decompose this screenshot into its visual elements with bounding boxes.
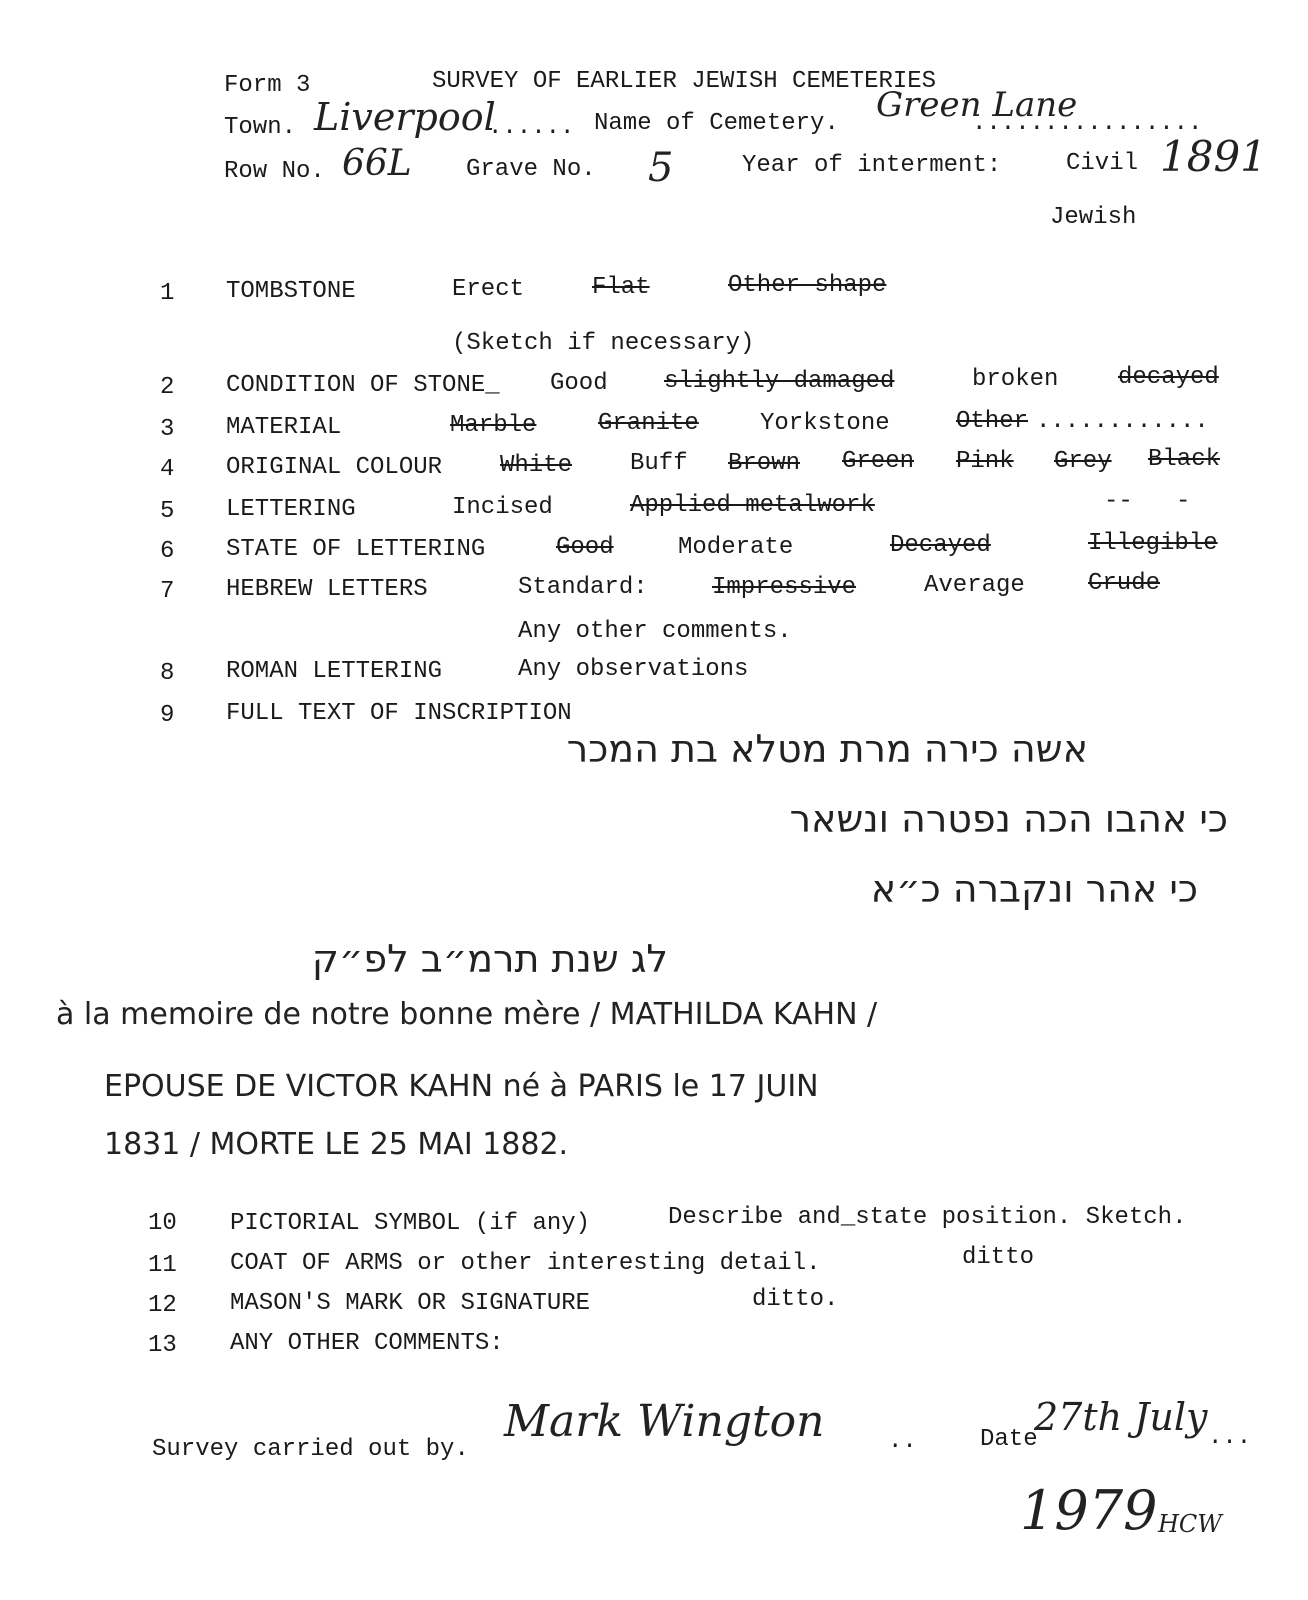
row-label: Row No.	[224, 158, 325, 185]
item-11-number: 11	[148, 1252, 177, 1279]
french-line-3: 1831 / MORTE LE 25 MAI 1882.	[104, 1127, 569, 1162]
state-decayed: Decayed	[890, 532, 991, 559]
item-9-label: FULL TEXT OF INSCRIPTION	[226, 700, 572, 727]
initials: HCW	[1158, 1510, 1222, 1538]
item-5-label: LETTERING	[226, 496, 356, 523]
hebrew-line-2: כי אהבו הכה נפטרה ונשאר	[789, 797, 1228, 841]
mason-mark-note: ditto.	[752, 1286, 839, 1313]
town-value: Liverpool	[314, 95, 496, 139]
material-dots: ............	[1036, 408, 1209, 435]
item-3-label: MATERIAL	[226, 414, 342, 441]
item-13-number: 13	[148, 1332, 177, 1359]
item-1-number: 1	[160, 280, 175, 307]
civil-label: Civil	[1066, 150, 1139, 177]
pictorial-note: Describe and_state position. Sketch.	[668, 1204, 1187, 1231]
cemetery-label: Name of Cemetery.	[594, 110, 839, 137]
town-label: Town.	[224, 114, 297, 141]
material-yorkstone: Yorkstone	[760, 410, 890, 437]
state-good: Good	[556, 534, 614, 561]
town-dots: ......	[488, 114, 575, 141]
item-8-number: 8	[160, 660, 175, 687]
lettering-applied-metalwork: Applied metalwork	[630, 492, 875, 519]
hebrew-standard-label: Standard:	[518, 574, 648, 601]
grave-value: 5	[648, 145, 674, 191]
condition-slightly-damaged: slightly damaged	[664, 368, 895, 395]
item-11-label: COAT OF ARMS or other interesting detail.	[230, 1250, 821, 1277]
item-9-number: 9	[160, 702, 175, 729]
item-7-number: 7	[160, 578, 175, 605]
colour-brown: Brown	[728, 450, 801, 477]
item-4-label: ORIGINAL COLOUR	[226, 454, 443, 481]
item-7-label: HEBREW LETTERS	[226, 576, 428, 603]
roman-observations: Any observations	[518, 656, 749, 683]
hebrew-crude: Crude	[1088, 570, 1161, 597]
colour-buff: Buff	[630, 450, 688, 477]
surveyor-dots: ..	[888, 1428, 917, 1455]
item-10-number: 10	[148, 1210, 177, 1237]
item-5-number: 5	[160, 498, 175, 525]
french-line-1: à la memoire de notre bonne mère / MATHILDA KAHN /	[56, 997, 878, 1032]
hebrew-line-1: אשה כירה מרת מטלא בת המכר	[566, 727, 1088, 771]
colour-black: Black	[1148, 446, 1221, 473]
hebrew-line-3: כי אהר ונקברה כ״א	[870, 867, 1198, 911]
row-value: 66L	[342, 143, 412, 184]
french-line-2: EPOUSE DE VICTOR KAHN né à PARIS le 17 JUIN	[104, 1069, 819, 1104]
lettering-dashes: -- -	[1104, 488, 1191, 515]
cemetery-value: Green Lane	[876, 85, 1078, 125]
form-label: Form 3	[224, 72, 311, 99]
colour-grey: Grey	[1054, 448, 1112, 475]
date-year: 1979	[1020, 1479, 1158, 1542]
item-3-number: 3	[160, 416, 175, 443]
item-2-label: CONDITION OF STONE_	[226, 372, 500, 399]
hebrew-impressive: Impressive	[712, 574, 857, 601]
colour-white: White	[500, 452, 573, 479]
coat-of-arms-note: ditto	[962, 1244, 1035, 1271]
item-2-number: 2	[160, 374, 175, 401]
item-4-number: 4	[160, 456, 175, 483]
survey-by-label: Survey carried out by.	[152, 1436, 469, 1463]
grave-label: Grave No.	[466, 156, 596, 183]
civil-year-value: 1891	[1160, 132, 1267, 181]
colour-green: Green	[842, 448, 915, 475]
item-1-label: TOMBSTONE	[226, 278, 356, 305]
lettering-incised: Incised	[452, 494, 553, 521]
year-label: Year of interment:	[742, 152, 1002, 179]
state-illegible: Illegible	[1088, 530, 1218, 557]
jewish-label: Jewish	[1050, 204, 1137, 231]
date-label: Date	[980, 1426, 1038, 1453]
state-moderate: Moderate	[678, 534, 794, 561]
form-title: SURVEY OF EARLIER JEWISH CEMETERIES	[432, 68, 937, 95]
item-10-label: PICTORIAL SYMBOL (if any)	[230, 1210, 591, 1237]
material-marble: Marble	[450, 412, 537, 439]
cemetery-dots: ................	[972, 110, 1203, 137]
item-12-label: MASON'S MARK OR SIGNATURE	[230, 1290, 591, 1317]
item-13-label: ANY OTHER COMMENTS:	[230, 1330, 504, 1357]
date-dots: ...	[1208, 1424, 1252, 1451]
tombstone-erect: Erect	[452, 276, 525, 303]
item-8-label: ROMAN LETTERING	[226, 658, 443, 685]
surveyor-signature: Mark Wington	[504, 1396, 825, 1447]
hebrew-average: Average	[924, 572, 1025, 599]
hebrew-line-4: לג שנת תרמ״ב לפ״ק	[311, 937, 668, 981]
colour-pink: Pink	[956, 448, 1014, 475]
tombstone-sketch-note: (Sketch if necessary)	[452, 330, 755, 357]
condition-broken: broken	[972, 366, 1059, 393]
tombstone-other-shape: Other shape	[728, 272, 887, 299]
item-6-label: STATE OF LETTERING	[226, 536, 486, 563]
item-6-number: 6	[160, 538, 175, 565]
material-other: Other	[956, 408, 1029, 435]
item-12-number: 12	[148, 1292, 177, 1319]
condition-decayed: decayed	[1118, 364, 1219, 391]
condition-good: Good	[550, 370, 608, 397]
hebrew-other-comments: Any other comments.	[518, 618, 792, 645]
tombstone-flat: Flat	[592, 274, 650, 301]
date-value: 27th July	[1034, 1395, 1208, 1439]
material-granite: Granite	[598, 410, 699, 437]
